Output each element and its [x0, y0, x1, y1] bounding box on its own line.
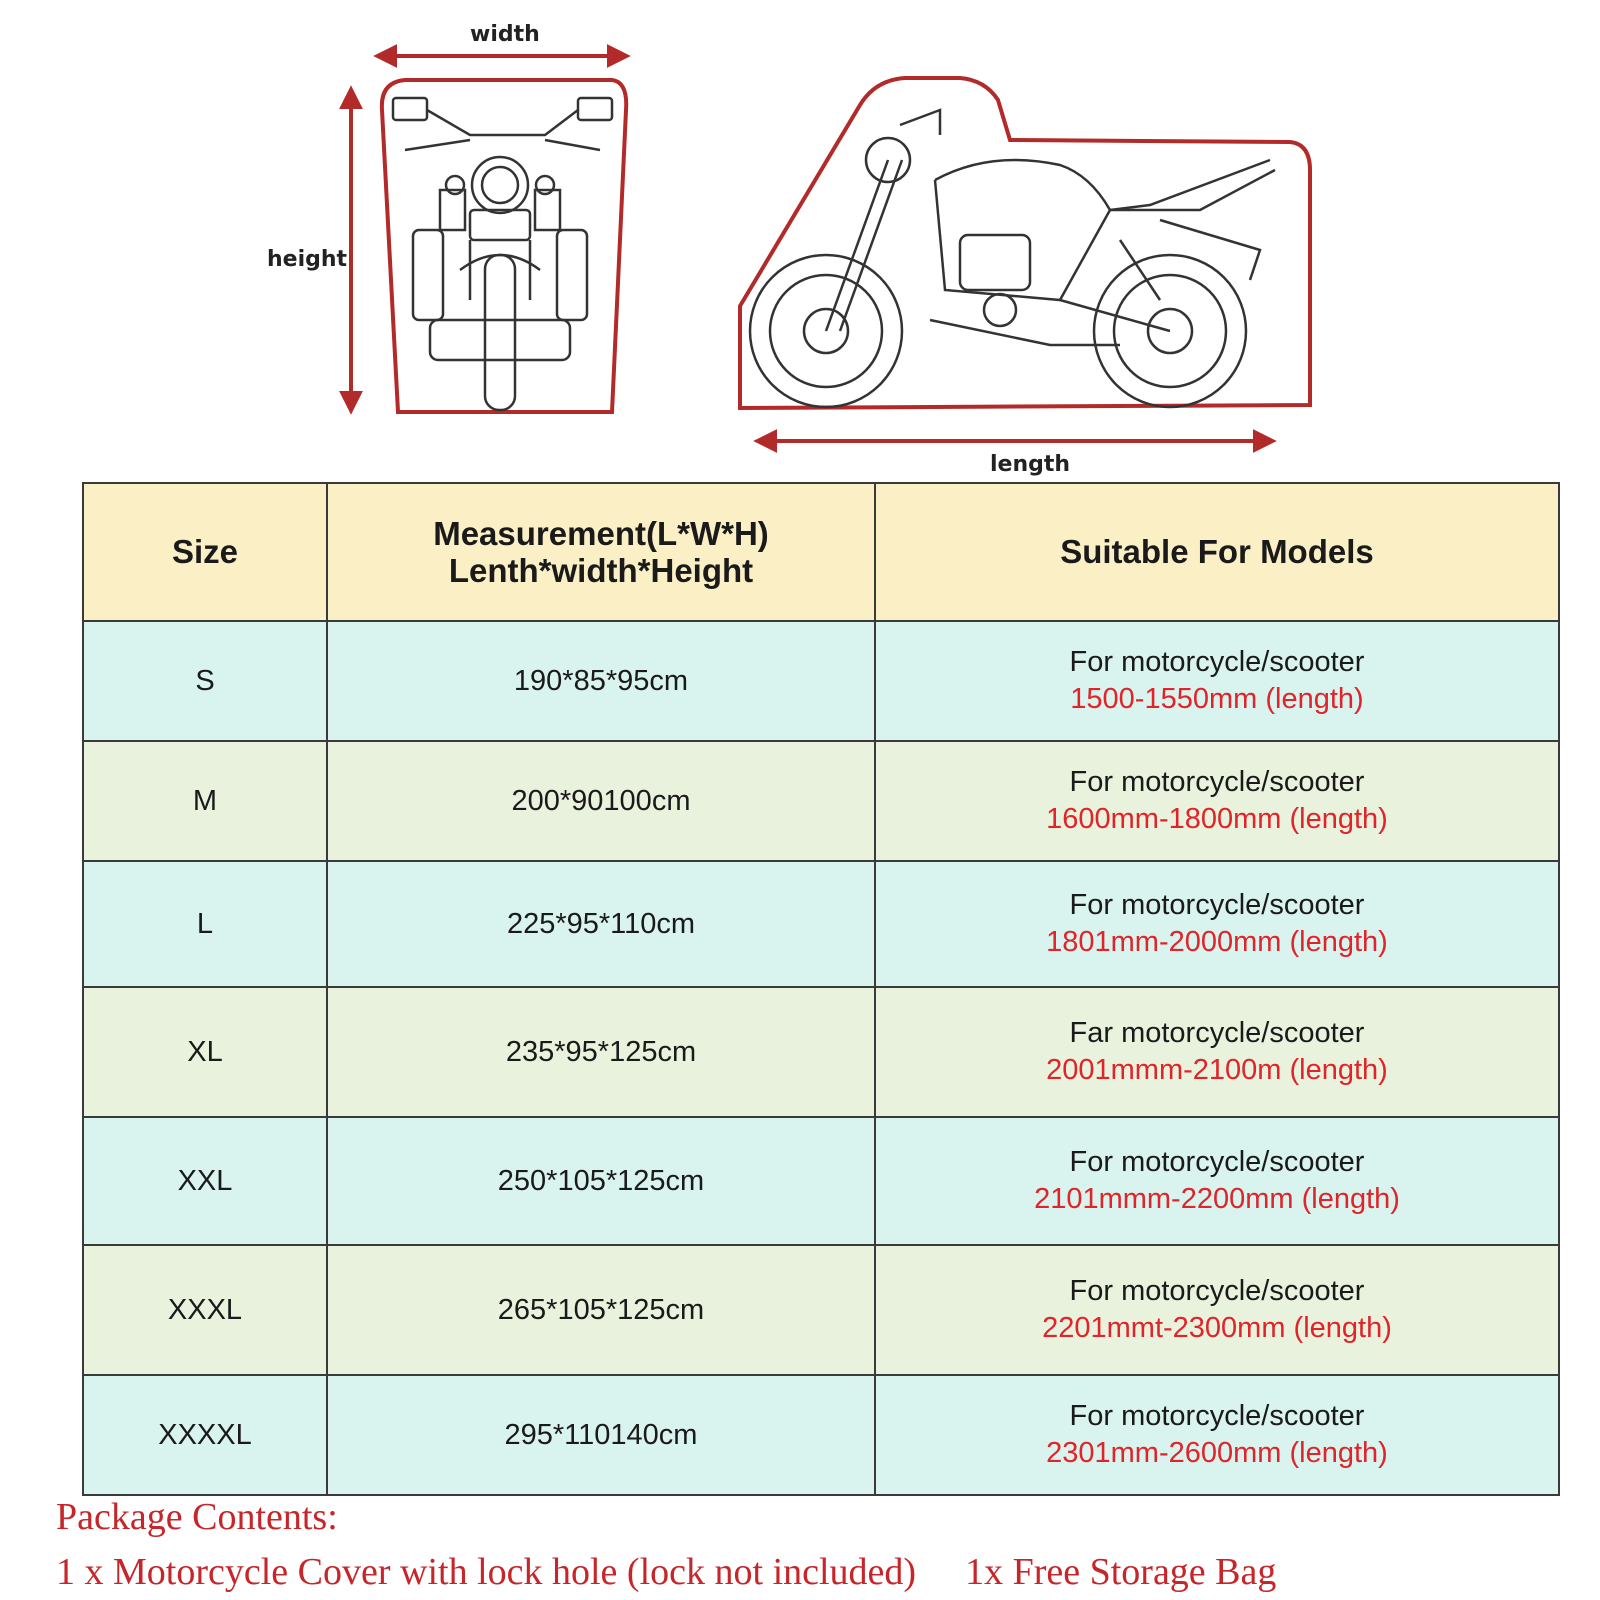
model-length-range: 2301mm-2600mm (length): [1046, 1437, 1388, 1469]
models-cell: [875, 621, 1559, 741]
size-cell: M: [83, 741, 327, 861]
model-line1: Far motorcycle/scooter: [1069, 1017, 1365, 1049]
models-cell: [875, 741, 1559, 861]
front-motorcycle-icon: [393, 98, 612, 410]
size-cell: L: [83, 861, 327, 987]
model-line1: For motorcycle/scooter: [1069, 1275, 1365, 1307]
width-label: width: [470, 22, 540, 47]
table-row: [83, 861, 1559, 987]
measurement-cell: 190*85*95cm: [327, 621, 875, 741]
size-cell: XXL: [83, 1117, 327, 1245]
model-length-range: 2101mmm-2200mm (length): [1034, 1183, 1400, 1215]
header-size: Size: [83, 483, 327, 621]
model-length-range: 1801mm-2000mm (length): [1046, 926, 1388, 958]
front-cover-outline: [382, 80, 626, 412]
model-line1: For motorcycle/scooter: [1069, 1146, 1365, 1178]
size-cell: XXXXL: [83, 1375, 327, 1495]
header-measurement: [327, 483, 875, 621]
measurement-cell: 225*95*110cm: [327, 861, 875, 987]
model-length-range: 2001mmm-2100m (length): [1046, 1054, 1388, 1086]
size-cell: XL: [83, 987, 327, 1117]
models-cell: [875, 987, 1559, 1117]
side-cover-outline: [740, 78, 1310, 408]
table-row: [83, 621, 1559, 741]
package-item-bag: 1x Free Storage Bag: [965, 1551, 1277, 1593]
size-diagram: [0, 0, 1600, 480]
measurement-cell: 295*110140cm: [327, 1375, 875, 1495]
models-cell: [875, 861, 1559, 987]
package-item-cover: 1 x Motorcycle Cover with lock hole (lock not included): [56, 1551, 917, 1593]
measurement-cell: 235*95*125cm: [327, 987, 875, 1117]
measurement-cell: 200*90100cm: [327, 741, 875, 861]
model-length-range: 1600mm-1800mm (length): [1046, 803, 1388, 835]
height-label: height: [267, 247, 348, 272]
model-length-range: 1500-1550mm (length): [1070, 683, 1364, 715]
motorcycle-diagram-svg: [0, 0, 1600, 480]
table-header-row: [83, 483, 1559, 621]
header-measurement-line1: Measurement(L*W*H): [433, 515, 769, 552]
model-line1: For motorcycle/scooter: [1069, 646, 1365, 678]
header-models: Suitable For Models: [875, 483, 1559, 621]
measurement-cell: 250*105*125cm: [327, 1117, 875, 1245]
models-cell: [875, 1245, 1559, 1375]
package-contents-items: [56, 1550, 1276, 1594]
size-table: [82, 482, 1560, 1496]
model-line1: For motorcycle/scooter: [1069, 889, 1365, 921]
header-measurement-line2: Lenth*width*Height: [448, 552, 754, 589]
table-row: [83, 1245, 1559, 1375]
table-row: [83, 1117, 1559, 1245]
models-cell: [875, 1117, 1559, 1245]
table-row: [83, 987, 1559, 1117]
model-line1: For motorcycle/scooter: [1069, 766, 1365, 798]
package-contents-title: Package Contents:: [56, 1496, 338, 1538]
size-cell: S: [83, 621, 327, 741]
models-cell: [875, 1375, 1559, 1495]
table-row: [83, 1375, 1559, 1495]
model-line1: For motorcycle/scooter: [1069, 1400, 1365, 1432]
length-label: length: [990, 452, 1071, 477]
size-cell: XXXL: [83, 1245, 327, 1375]
table-row: [83, 741, 1559, 861]
measurement-cell: 265*105*125cm: [327, 1245, 875, 1375]
model-length-range: 2201mmt-2300mm (length): [1042, 1312, 1392, 1344]
